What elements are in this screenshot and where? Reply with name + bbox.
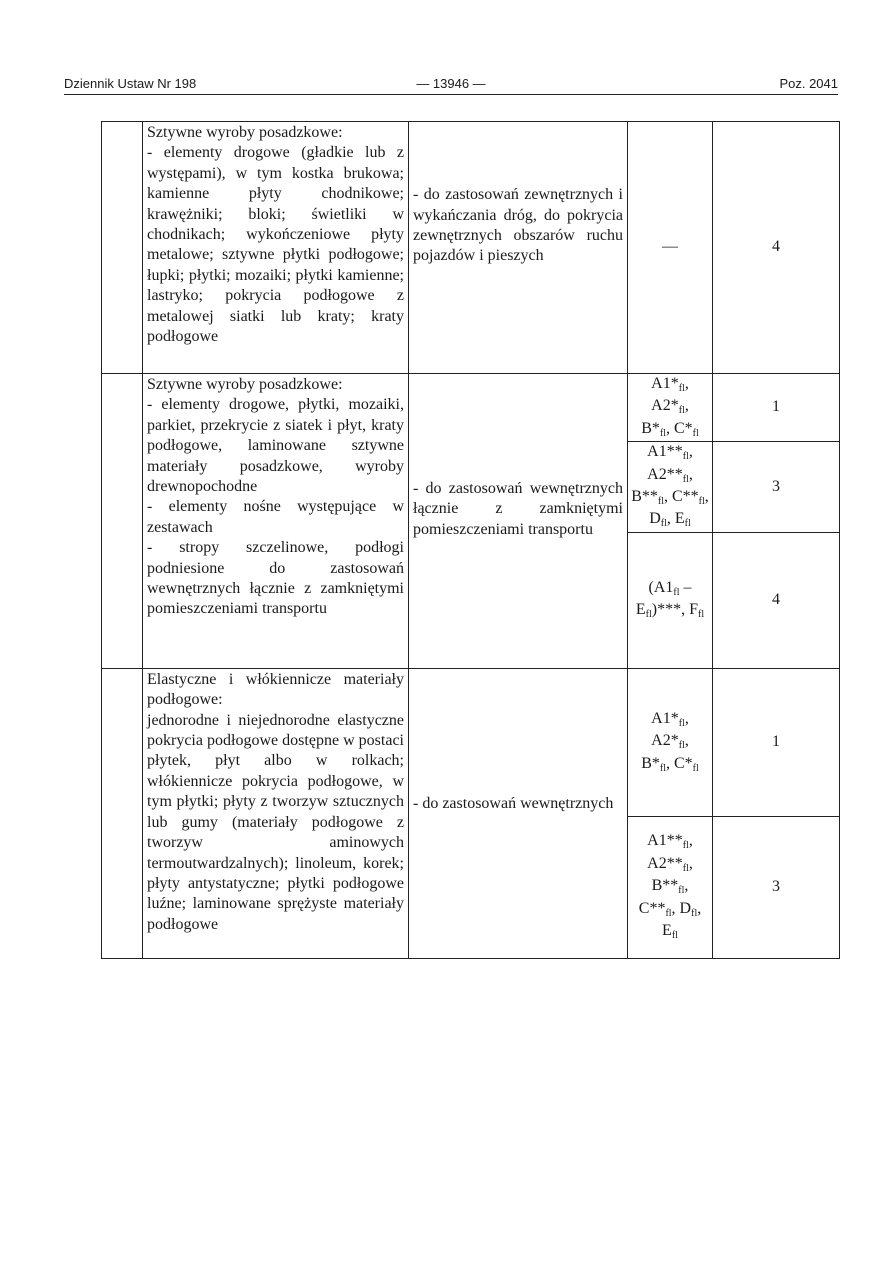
class-cell [628, 816, 713, 958]
system-cell [713, 374, 840, 442]
class-cell [628, 374, 713, 442]
table-row [102, 374, 840, 442]
intended-use-cell [409, 374, 628, 669]
table-row [102, 668, 840, 816]
class-value: A1*fl, A2*fl, B*fl, C*fl [641, 709, 699, 774]
intended-use-cell [409, 668, 628, 958]
intended-use: - do zastosowań wewnętrznych [413, 794, 614, 812]
system-value: 1 [772, 398, 780, 416]
product-description-cell [143, 374, 409, 669]
class-cell [628, 122, 713, 374]
class-cell [628, 668, 713, 816]
class-cell [628, 442, 713, 533]
system-cell [713, 532, 840, 668]
class-value: A1**fl, A2**fl, B**fl, C**fl, Dfl, Efl [631, 443, 709, 530]
system-value: 4 [772, 591, 780, 609]
empty-cell [102, 122, 143, 374]
table-row [102, 122, 840, 374]
class-value: A1*fl, A2*fl, B*fl, C*fl [641, 375, 699, 439]
product-description: Sztywne wyroby posadzkowe: - elementy drogowe (gładkie lub z występami), w tym kostka brukowa; kamienne płyty chodnikowe; krawężniki; bloki; świetliki w chodnikach; wykończeniowe płyty metalowe; sztywne płytki podłogowe; łupki; płytki; mozaiki; płytki kamienne; lastryko; pokrycia podłogowe z metalowej siatki lub kraty; kraty podłogowe [147, 124, 404, 346]
classification-table [101, 121, 840, 959]
page-number: — 13946 — [416, 76, 486, 91]
class-cell [628, 532, 713, 668]
journal-title: Dziennik Ustaw Nr 198 [64, 76, 197, 91]
system-cell [713, 668, 840, 816]
system-cell [713, 122, 840, 374]
intended-use: - do zastosowań wewnętrznych łącznie z zamkniętymi pomieszczeniami transportu [413, 479, 623, 538]
class-value: (A1fl – Efl)***, Ffl [635, 578, 705, 621]
system-value: 1 [772, 733, 780, 751]
position-number: Poz. 2041 [779, 76, 838, 91]
class-value: — [662, 238, 678, 256]
product-description-cell [143, 122, 409, 374]
class-value: A1**fl, A2**fl, B**fl, C**fl, Dfl, Efl [638, 832, 702, 941]
product-description-cell [143, 668, 409, 958]
product-description: Elastyczne i włókiennicze materiały podłogowe: jednorodne i niejednorodne elastyczne pokrycia podłogowe dostępne w postaci płytek, płyt albo w rolkach; włókiennicze pokrycia podłogowe, w tym płytki; płyty z tworzyw sztucznych lub gumy (materiały podłogowe z tworzyw aminowych termoutwardzalnych); linoleum, korek; płyty antystatyczne; płytki podłogowe luźne; laminowane sprężyste materiały podłogowe [147, 670, 404, 933]
intended-use: - do zastosowań zewnętrznych i wykańczania dróg, do pokrycia zewnętrznych obszarów ruchu pojazdów i pieszych [413, 186, 623, 265]
page-header [64, 74, 838, 95]
system-value: 3 [772, 477, 780, 495]
system-value: 4 [772, 238, 780, 256]
system-value: 3 [772, 878, 780, 896]
intended-use-cell [409, 122, 628, 374]
system-cell [713, 442, 840, 533]
product-description: Sztywne wyroby posadzkowe: - elementy drogowe, płytki, mozaiki, parkiet, przekrycie z siatek i płyt, kraty podłogowe, laminowane sztywne materiały posadzkowe, wyroby drewnopochodne - elementy nośne występujące w zestawach - stropy szczelinowe, podłogi podniesione do zastosowań wewnętrznych łącznie z zamkniętymi pomieszczeniami transportu [147, 376, 404, 618]
system-cell [713, 816, 840, 958]
empty-cell [102, 668, 143, 958]
empty-cell [102, 374, 143, 669]
